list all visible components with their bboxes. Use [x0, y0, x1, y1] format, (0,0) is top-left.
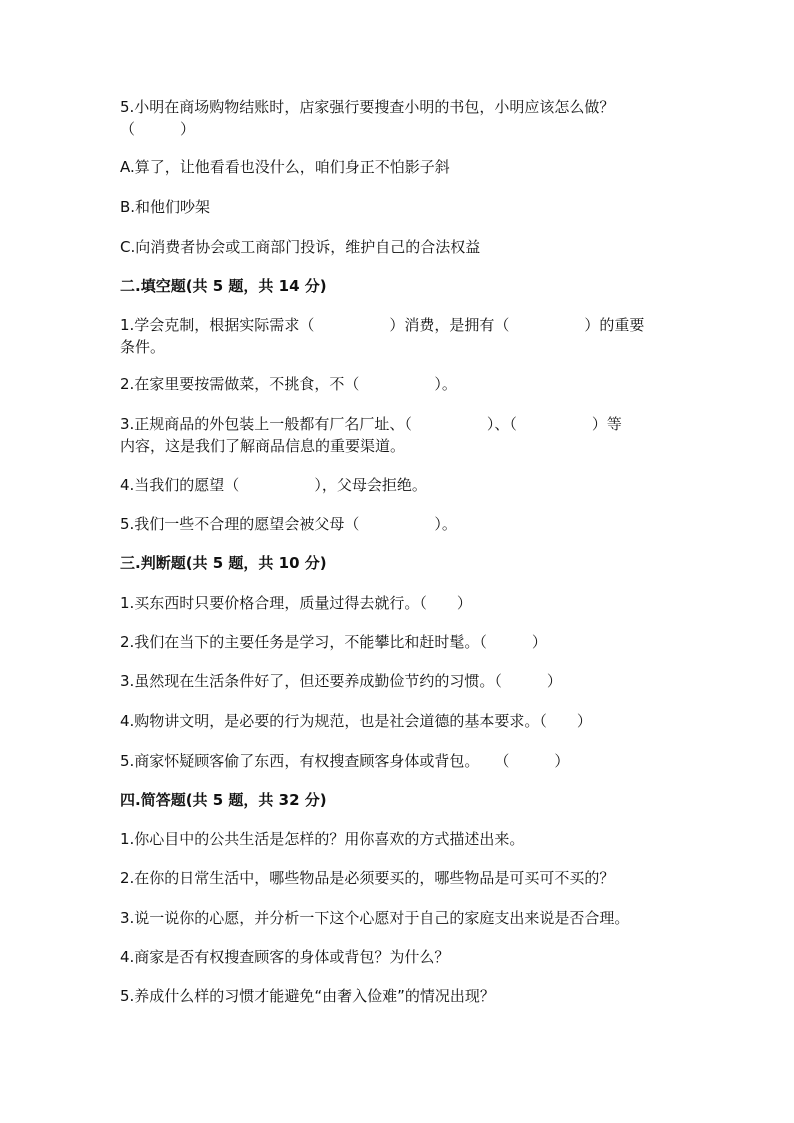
judge-question-4: 4.购物讲文明，是必要的行为规范，也是社会道德的基本要求。（ ） [120, 712, 592, 730]
short-question-1: 1.你心目中的公共生活是怎样的？用你喜欢的方式描述出来。 [120, 830, 525, 848]
fill-question-4: 4.当我们的愿望（ ），父母会拒绝。 [120, 476, 427, 494]
mc-option-a: A.算了，让他看看也没什么，咱们身正不怕影子斜 [120, 158, 450, 176]
short-question-3: 3.说一说你的心愿，并分析一下这个心愿对于自己的家庭支出来说是否合理。 [120, 909, 630, 927]
fill-question-5: 5.我们一些不合理的愿望会被父母（ ）。 [120, 515, 457, 533]
section-heading-judge: 三.判断题(共 5 题，共 10 分) [120, 554, 327, 572]
judge-question-1: 1.买东西时只要价格合理，质量过得去就行。（ ） [120, 594, 472, 612]
short-question-4: 4.商家是否有权搜查顾客的身体或背包？为什么？ [120, 948, 450, 966]
section-heading-fill: 二.填空题(共 5 题，共 14 分) [120, 277, 327, 295]
judge-question-2: 2.我们在当下的主要任务是学习，不能攀比和赶时髦。（ ） [120, 633, 547, 651]
short-question-5: 5.养成什么样的习惯才能避免“由奢入俭难”的情况出现？ [120, 987, 495, 1005]
mc-question-5: 5.小明在商场购物结账时，店家强行要搜查小明的书包，小明应该怎么做？ [120, 98, 615, 116]
mc-question-5-answer-blank: （ ） [120, 120, 196, 138]
fill-question-2: 2.在家里要按需做菜，不挑食，不（ ）。 [120, 375, 457, 393]
fill-question-1: 1.学会克制，根据实际需求（ ）消费，是拥有（ ）的重要 [120, 316, 645, 334]
fill-question-3: 3.正规商品的外包装上一般都有厂名厂址、（ ）、（ ）等 [120, 415, 622, 433]
judge-question-5: 5.商家怀疑顾客偷了东西，有权搜查顾客身体或背包。 （ ） [120, 752, 570, 770]
section-heading-short: 四.简答题(共 5 题，共 32 分) [120, 791, 327, 809]
mc-option-b: B.和他们吵架 [120, 198, 211, 216]
fill-question-1-cont: 条件。 [120, 338, 166, 356]
mc-option-c: C.向消费者协会或工商部门投诉，维护自己的合法权益 [120, 238, 481, 256]
fill-question-3-cont: 内容，这是我们了解商品信息的重要渠道。 [120, 437, 406, 455]
judge-question-3: 3.虽然现在生活条件好了，但还要养成勤俭节约的习惯。（ ） [120, 672, 562, 690]
short-question-2: 2.在你的日常生活中，哪些物品是必须要买的，哪些物品是可买可不买的？ [120, 869, 615, 887]
